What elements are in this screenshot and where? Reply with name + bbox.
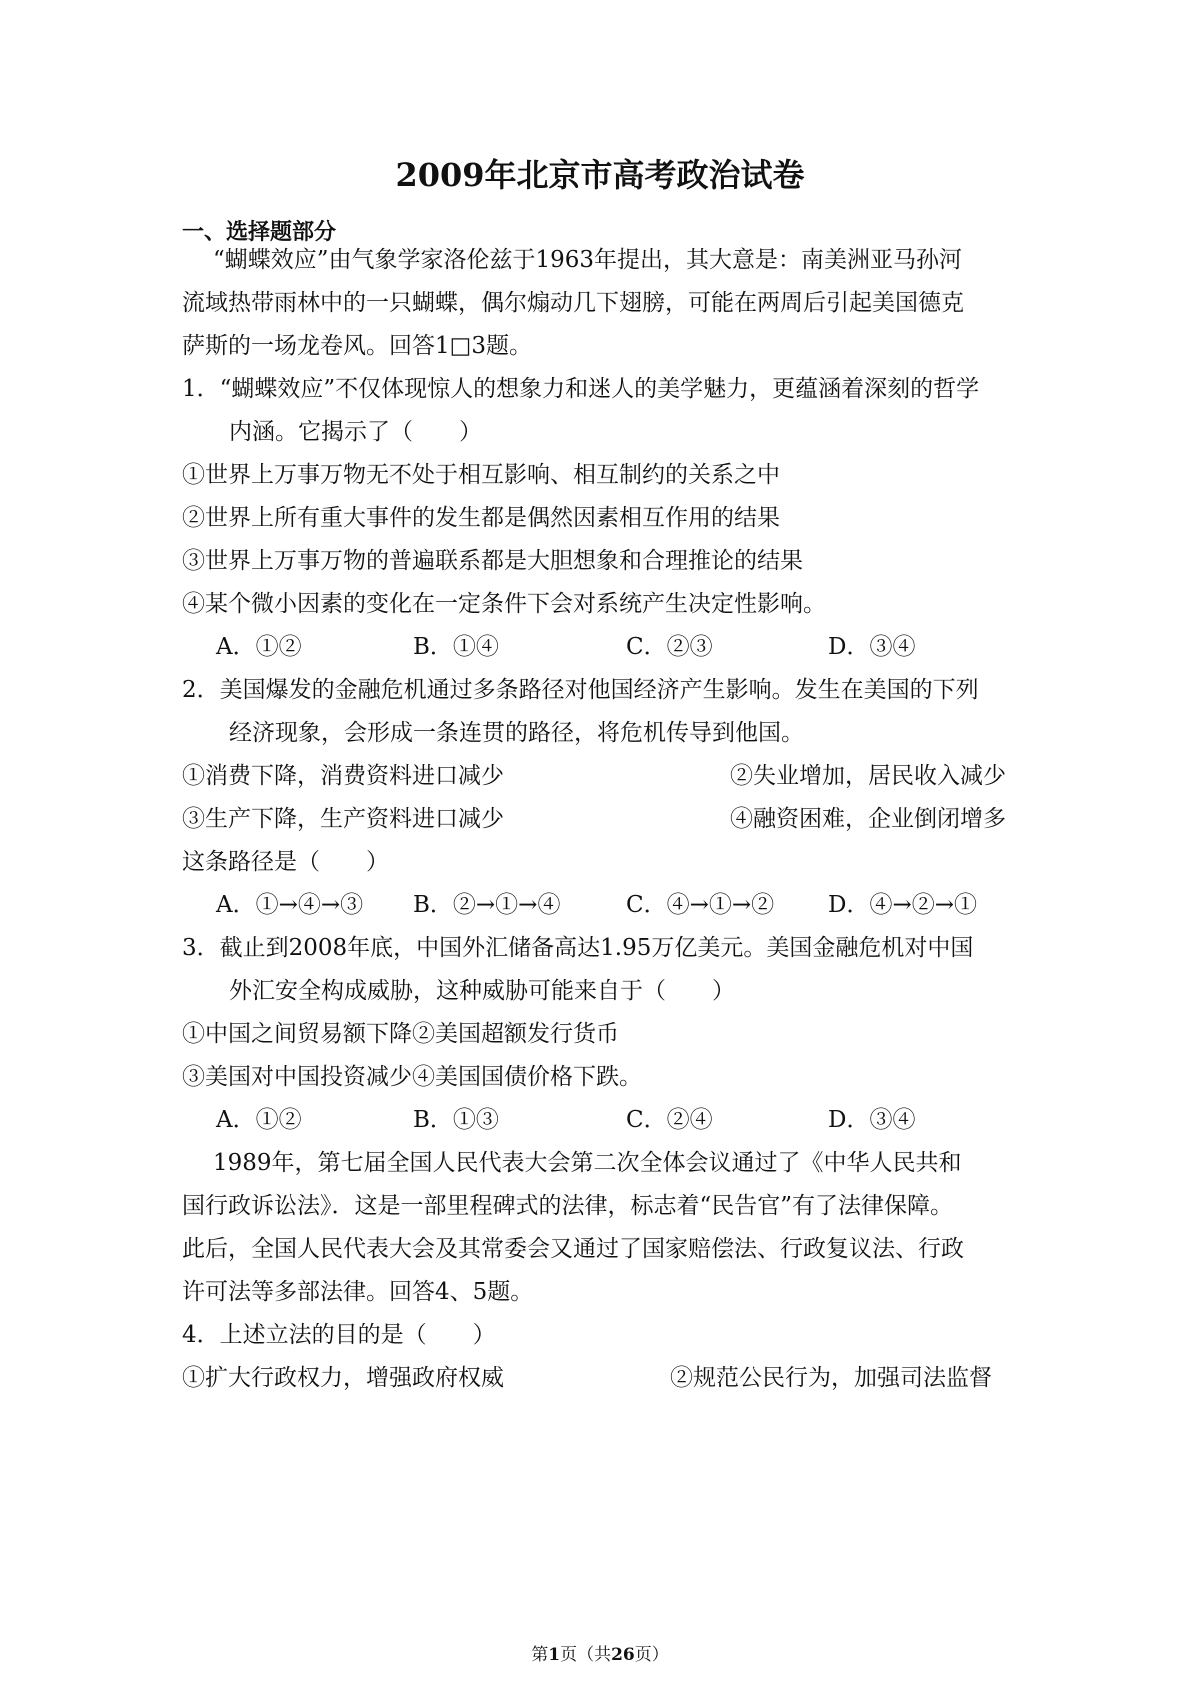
question-3-item: ③美国对中国投资减少④美国国债价格下跌。 (182, 1064, 642, 1090)
question-3-stem: 3．截止到2008年底，中国外汇储备高达1.95万亿美元。美国金融危机对中国 (182, 935, 974, 961)
footer-total-pages: 26 (611, 1645, 635, 1665)
intro-line: 萨斯的一场龙卷风。回答1□3题。 (182, 333, 532, 359)
intro-line: “蝴蝶效应”由气象学家洛伦兹于1963年提出，其大意是：南美洲亚马孙河 (213, 247, 963, 273)
question-4-stem: 4．上述立法的目的是（ ） (182, 1322, 496, 1348)
option-b: B．①③ (413, 1107, 499, 1133)
page-footer (0, 1643, 1200, 1667)
option-c: C．②③ (626, 634, 713, 660)
question-4-item: ①扩大行政权力，增强政府权威 (182, 1365, 504, 1391)
question-2-item: ④融资困难，企业倒闭增多 (730, 806, 1006, 832)
question-2-item: ②失业增加，居民收入减少 (730, 763, 1006, 789)
option-a: A．①② (216, 634, 302, 660)
question-2-stem: 2．美国爆发的金融危机通过多条路径对他国经济产生影响。发生在美国的下列 (182, 677, 979, 703)
question-2-item: ③生产下降，生产资料进口减少 (182, 806, 504, 832)
option-a: A．①→④→③ (216, 892, 364, 918)
footer-page-number: 1 (548, 1645, 561, 1665)
page-title: 2009年北京市高考政治试卷 (395, 156, 805, 194)
intro-line: 此后，全国人民代表大会及其常委会又通过了国家赔偿法、行政复议法、行政 (182, 1236, 964, 1262)
intro-line: 1989年，第七届全国人民代表大会第二次全体会议通过了《中华人民共和 (213, 1150, 962, 1176)
intro-line: 国行政诉讼法》．这是一部里程碑式的法律，标志着“民告官”有了法律保障。 (182, 1193, 954, 1219)
question-2-stem: 经济现象，会形成一条连贯的路径，将危机传导到他国。 (229, 720, 804, 746)
option-d: D．③④ (828, 634, 916, 660)
question-1-stem: 1．“蝴蝶效应”不仅体现惊人的想象力和迷人的美学魅力，更蕴涵着深刻的哲学 (182, 376, 980, 402)
option-b: B．②→①→④ (413, 892, 561, 918)
section-heading: 一、选择题部分 (182, 219, 337, 245)
option-d: D．④→②→① (828, 892, 977, 918)
question-3-item: ①中国之间贸易额下降②美国超额发行货币 (182, 1021, 619, 1047)
question-1-item: ③世界上万事万物的普遍联系都是大胆想象和合理推论的结果 (182, 548, 803, 574)
question-3-stem: 外汇安全构成威胁，这种威胁可能来自于（ ） (229, 978, 735, 1004)
option-d: D．③④ (828, 1107, 916, 1133)
option-a: A．①② (216, 1107, 302, 1133)
intro-line: 流域热带雨林中的一只蝴蝶，偶尔煽动几下翅膀，可能在两周后引起美国德克 (182, 290, 964, 316)
question-2-tail: 这条路径是（ ） (182, 849, 389, 875)
footer-mid: 页（共 (560, 1645, 612, 1665)
question-1-item: ④某个微小因素的变化在一定条件下会对系统产生决定性影响。 (182, 591, 826, 617)
footer-prefix: 第 (531, 1645, 549, 1665)
question-1-item: ①世界上万事万物无不处于相互影响、相互制约的关系之中 (182, 462, 780, 488)
question-1-item: ②世界上所有重大事件的发生都是偶然因素相互作用的结果 (182, 505, 780, 531)
question-4-item: ②规范公民行为，加强司法监督 (670, 1365, 992, 1391)
footer-suffix: 页） (634, 1645, 669, 1665)
option-b: B．①④ (413, 634, 499, 660)
question-2-item: ①消费下降，消费资料进口减少 (182, 763, 504, 789)
option-c: C．②④ (626, 1107, 713, 1133)
intro-line: 许可法等多部法律。回答4、5题。 (182, 1279, 534, 1305)
option-c: C．④→①→② (626, 892, 775, 918)
question-1-stem: 内涵。它揭示了（ ） (229, 419, 482, 445)
